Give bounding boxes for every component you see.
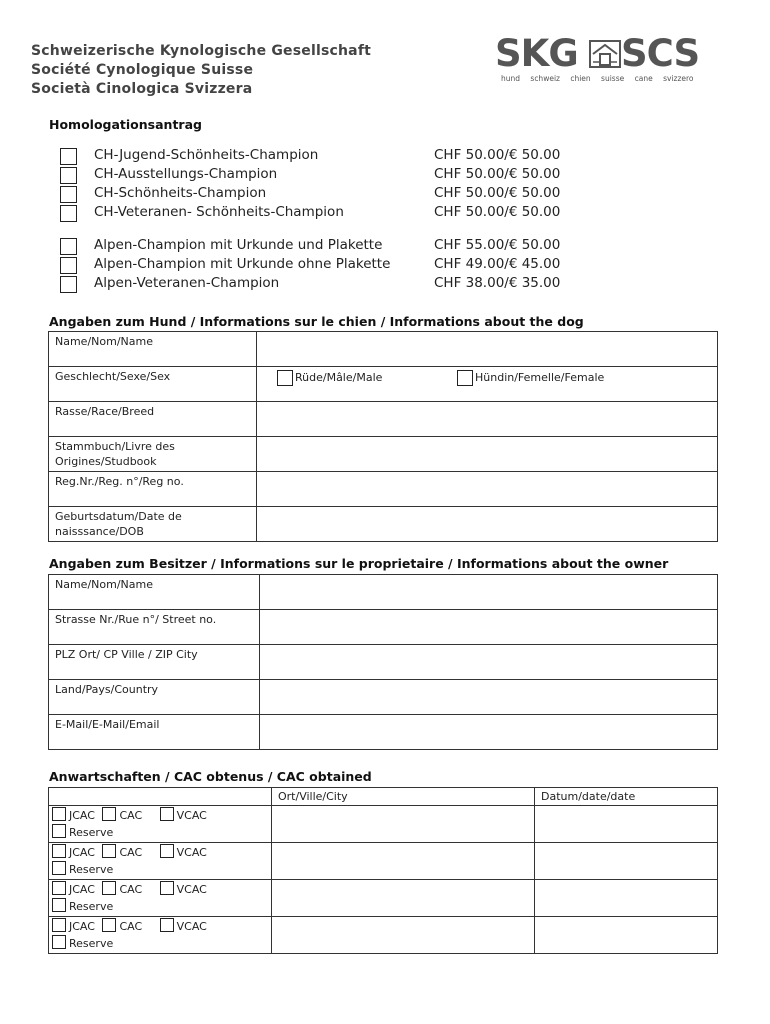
cac-row — [49, 843, 718, 880]
cac-checkbox[interactable] — [102, 807, 116, 821]
jcac-label: JCAC — [69, 883, 95, 896]
owner-street-field[interactable] — [260, 610, 718, 645]
org-name-de: Schweizerische Kynologische Gesellschaft — [31, 43, 372, 59]
logo-skg-text: SKG — [495, 32, 578, 75]
studbook-label-line1: Stammbuch/Livre des — [55, 440, 175, 453]
jcac-checkbox[interactable] — [52, 918, 66, 932]
vcac-label: VCAC — [176, 846, 207, 859]
option-price: CHF 50.00/€ 50.00 — [434, 185, 561, 201]
studbook-label-line2: Origines/Studbook — [55, 455, 157, 468]
org-name-fr: Société Cynologique Suisse — [31, 62, 254, 78]
male-label: Rüde/Mâle/Male — [295, 371, 383, 384]
dog-studbook-label — [49, 437, 257, 472]
cac-row — [49, 806, 718, 843]
cac-options — [49, 843, 272, 880]
cac-date-field[interactable] — [535, 843, 718, 880]
cac-row — [49, 880, 718, 917]
male-checkbox[interactable] — [277, 370, 293, 386]
jcac-label: JCAC — [69, 846, 95, 859]
cac-city-field[interactable] — [272, 917, 535, 954]
cac-city-field[interactable] — [272, 843, 535, 880]
cac-table — [48, 787, 718, 954]
cac-city-field[interactable] — [272, 806, 535, 843]
dog-studbook-field[interactable] — [257, 437, 718, 472]
owner-country-field[interactable] — [260, 680, 718, 715]
vcac-label: VCAC — [176, 883, 207, 896]
owner-country-label: Land/Pays/Country — [49, 680, 260, 715]
cac-header-date: Datum/date/date — [535, 788, 718, 806]
cac-checkbox[interactable] — [102, 844, 116, 858]
cac-label: CAC — [119, 846, 143, 859]
option-row — [58, 256, 578, 275]
owner-email-label: E-Mail/E-Mail/Email — [49, 715, 260, 750]
reserve-label: Reserve — [69, 863, 114, 876]
dog-breed-label: Rasse/Race/Breed — [49, 402, 257, 437]
owner-name-label: Name/Nom/Name — [49, 575, 260, 610]
dob-label-line1: Geburtsdatum/Date de — [55, 510, 182, 523]
reserve-checkbox[interactable] — [52, 861, 66, 875]
cac-label: CAC — [119, 920, 143, 933]
option-price: CHF 55.00/€ 50.00 — [434, 237, 561, 253]
vcac-checkbox[interactable] — [160, 918, 174, 932]
option-price: CHF 50.00/€ 50.00 — [434, 147, 561, 163]
option-price: CHF 49.00/€ 45.00 — [434, 256, 561, 272]
option-price: CHF 38.00/€ 35.00 — [434, 275, 561, 291]
option-checkbox[interactable] — [60, 148, 77, 165]
option-price: CHF 50.00/€ 50.00 — [434, 204, 561, 220]
option-row — [58, 204, 578, 223]
vcac-checkbox[interactable] — [160, 844, 174, 858]
dog-breed-field[interactable] — [257, 402, 718, 437]
owner-section-title: Angaben zum Besitzer / Informations sur le proprietaire / Informations about the owner — [49, 556, 669, 571]
vcac-label: VCAC — [176, 920, 207, 933]
male-option[interactable] — [277, 370, 382, 386]
form-title: Homologationsantrag — [49, 117, 202, 132]
dog-sex-label: Geschlecht/Sexe/Sex — [49, 367, 257, 402]
option-row — [58, 147, 578, 166]
owner-city-field[interactable] — [260, 645, 718, 680]
dob-label-line2: naisssance/DOB — [55, 525, 144, 538]
reserve-checkbox[interactable] — [52, 898, 66, 912]
jcac-checkbox[interactable] — [52, 807, 66, 821]
option-row — [58, 237, 578, 256]
cac-city-field[interactable] — [272, 880, 535, 917]
owner-city-label: PLZ Ort/ CP Ville / ZIP City — [49, 645, 260, 680]
dog-sex-field — [257, 367, 718, 402]
female-label: Hündin/Femelle/Female — [475, 371, 605, 384]
option-label: CH-Jugend-Schönheits-Champion — [94, 147, 319, 163]
cac-checkbox[interactable] — [102, 881, 116, 895]
option-price: CHF 50.00/€ 50.00 — [434, 166, 561, 182]
house-icon — [589, 40, 621, 68]
logo-subtitle: hund schweiz chien suisse cane svizzero — [501, 74, 694, 83]
cac-row — [49, 917, 718, 954]
option-checkbox[interactable] — [60, 276, 77, 293]
cac-options — [49, 880, 272, 917]
reserve-checkbox[interactable] — [52, 935, 66, 949]
cac-label: CAC — [119, 809, 143, 822]
cac-date-field[interactable] — [535, 806, 718, 843]
organization-names — [31, 42, 371, 99]
dog-reg-label: Reg.Nr./Reg. n°/Reg no. — [49, 472, 257, 507]
cac-label: CAC — [119, 883, 143, 896]
cac-options — [49, 806, 272, 843]
dog-table — [48, 331, 718, 542]
cac-date-field[interactable] — [535, 880, 718, 917]
logo-scs-text: SCS — [621, 32, 700, 75]
cac-section-title: Anwartschaften / CAC obtenus / CAC obtained — [49, 769, 372, 784]
jcac-checkbox[interactable] — [52, 881, 66, 895]
female-checkbox[interactable] — [457, 370, 473, 386]
option-checkbox[interactable] — [60, 186, 77, 203]
reserve-label: Reserve — [69, 937, 114, 950]
option-row — [58, 275, 578, 294]
dog-dob-field[interactable] — [257, 507, 718, 542]
cac-header-empty — [49, 788, 272, 806]
vcac-checkbox[interactable] — [160, 807, 174, 821]
female-option[interactable] — [457, 370, 604, 386]
reserve-checkbox[interactable] — [52, 824, 66, 838]
option-label: CH-Ausstellungs-Champion — [94, 166, 278, 182]
dog-name-field[interactable] — [257, 332, 718, 367]
jcac-label: JCAC — [69, 809, 95, 822]
cac-options — [49, 917, 272, 954]
cac-checkbox[interactable] — [102, 918, 116, 932]
cac-date-field[interactable] — [535, 917, 718, 954]
owner-name-field[interactable] — [260, 575, 718, 610]
option-label: Alpen-Champion mit Urkunde und Plakette — [94, 237, 383, 253]
dog-section-title: Angaben zum Hund / Informations sur le chien / Informations about the dog — [49, 314, 584, 329]
vcac-label: VCAC — [176, 809, 207, 822]
option-label: Alpen-Veteranen-Champion — [94, 275, 280, 291]
jcac-checkbox[interactable] — [52, 844, 66, 858]
owner-street-label: Strasse Nr./Rue n°/ Street no. — [49, 610, 260, 645]
option-row — [58, 185, 578, 204]
org-name-it: Società Cinologica Svizzera — [31, 81, 253, 97]
vcac-checkbox[interactable] — [160, 881, 174, 895]
option-checkbox[interactable] — [60, 238, 77, 255]
owner-table — [48, 574, 718, 750]
dog-reg-field[interactable] — [257, 472, 718, 507]
dog-name-label: Name/Nom/Name — [49, 332, 257, 367]
skg-logo — [495, 32, 710, 86]
dog-dob-label — [49, 507, 257, 542]
cac-header-city: Ort/Ville/City — [272, 788, 535, 806]
option-row — [58, 166, 578, 185]
option-label: CH-Veteranen- Schönheits-Champion — [94, 204, 344, 220]
option-label: CH-Schönheits-Champion — [94, 185, 267, 201]
option-checkbox[interactable] — [60, 167, 77, 184]
owner-email-field[interactable] — [260, 715, 718, 750]
reserve-label: Reserve — [69, 900, 114, 913]
reserve-label: Reserve — [69, 826, 114, 839]
option-label: Alpen-Champion mit Urkunde ohne Plakette — [94, 256, 391, 272]
option-checkbox[interactable] — [60, 257, 77, 274]
jcac-label: JCAC — [69, 920, 95, 933]
option-checkbox[interactable] — [60, 205, 77, 222]
